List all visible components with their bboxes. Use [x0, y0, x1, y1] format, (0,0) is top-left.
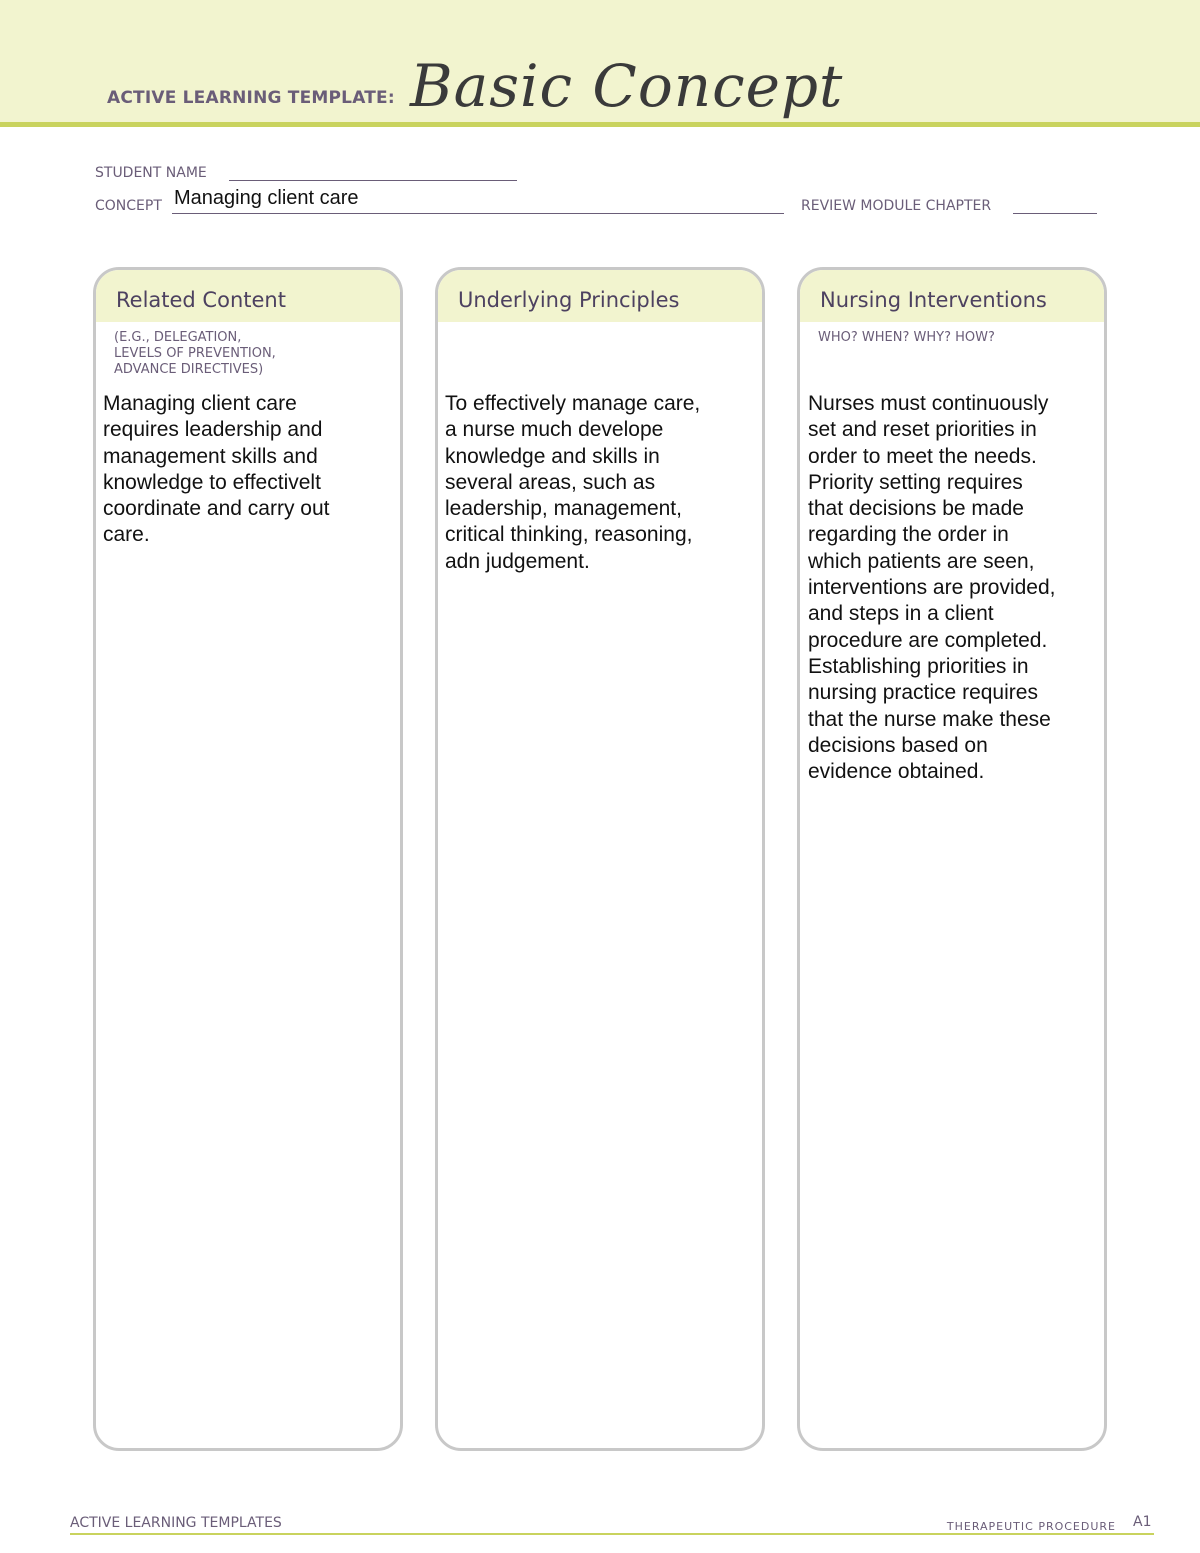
nursing-interventions-text[interactable]: [808, 391, 1055, 785]
text-line: coordinate and carry out: [103, 497, 330, 521]
text-line: which patients are seen,: [808, 549, 1035, 573]
student-name-label: STUDENT NAME: [95, 165, 207, 181]
underlying-principles-title: Underlying Principles: [458, 288, 680, 312]
template-label: ACTIVE LEARNING TEMPLATE:: [107, 88, 395, 108]
text-line: adn judgement.: [445, 549, 590, 573]
underlying-principles-text[interactable]: [445, 391, 700, 575]
text-line: and steps in a client: [808, 602, 994, 626]
nursing-interventions-panel: [797, 267, 1107, 1451]
footer-page-number: A1: [1133, 1514, 1152, 1530]
text-line: that the nurse make these: [808, 707, 1051, 731]
text-line: knowledge to effectivelt: [103, 470, 321, 494]
text-line: knowledge and skills in: [445, 444, 660, 468]
concept-value: Managing client care: [174, 187, 359, 209]
related-content-title: Related Content: [116, 288, 286, 312]
text-line: Establishing priorities in: [808, 654, 1029, 678]
text-line: critical thinking, reasoning,: [445, 523, 693, 547]
text-line: Managing client care: [103, 392, 297, 415]
nursing-interventions-title: Nursing Interventions: [820, 288, 1047, 312]
footer-title: ACTIVE LEARNING TEMPLATES: [70, 1515, 282, 1531]
text-line: that decisions be made: [808, 497, 1024, 521]
concept-field[interactable]: [172, 213, 784, 214]
text-line: procedure are completed.: [808, 628, 1048, 652]
nursing-interventions-header: [800, 270, 1104, 322]
related-content-text[interactable]: [103, 391, 329, 549]
text-line: interventions are provided,: [808, 576, 1056, 600]
text-line: several areas, such as: [445, 470, 656, 494]
footer-section-label: THERAPEUTIC PROCEDURE: [946, 1520, 1116, 1533]
header-divider: [0, 122, 1200, 127]
related-content-header: [96, 270, 400, 322]
review-module-field[interactable]: [1013, 213, 1097, 214]
template-title: Basic Concept: [410, 52, 844, 120]
text-line: care.: [103, 523, 150, 547]
text-line: To effectively manage care,: [445, 392, 701, 415]
text-line: requires leadership and: [103, 418, 323, 442]
underlying-principles-header: [438, 270, 762, 322]
text-line: leadership, management,: [445, 497, 682, 521]
related-content-subtitle: (E.G., DELEGATION, LEVELS OF PREVENTION, ADVANCE DIRECTIVES): [114, 330, 276, 377]
text-line: order to meet the needs.: [808, 444, 1037, 468]
underlying-principles-panel: [435, 267, 765, 1451]
text-line: evidence obtained.: [808, 760, 985, 784]
text-line: Nurses must continuously: [808, 392, 1049, 415]
text-line: regarding the order in: [808, 523, 1009, 547]
text-line: Priority setting requires: [808, 470, 1023, 494]
footer-divider: [70, 1533, 1154, 1535]
text-line: nursing practice requires: [808, 681, 1038, 705]
student-name-field[interactable]: [229, 180, 517, 181]
text-line: a nurse much develope: [445, 418, 664, 442]
text-line: decisions based on: [808, 733, 988, 757]
text-line: management skills and: [103, 444, 318, 468]
nursing-interventions-subtitle: WHO? WHEN? WHY? HOW?: [818, 330, 995, 345]
text-line: set and reset priorities in: [808, 418, 1037, 442]
related-content-panel: [93, 267, 403, 1451]
review-module-label: REVIEW MODULE CHAPTER: [801, 198, 992, 214]
concept-label: CONCEPT: [95, 198, 162, 214]
